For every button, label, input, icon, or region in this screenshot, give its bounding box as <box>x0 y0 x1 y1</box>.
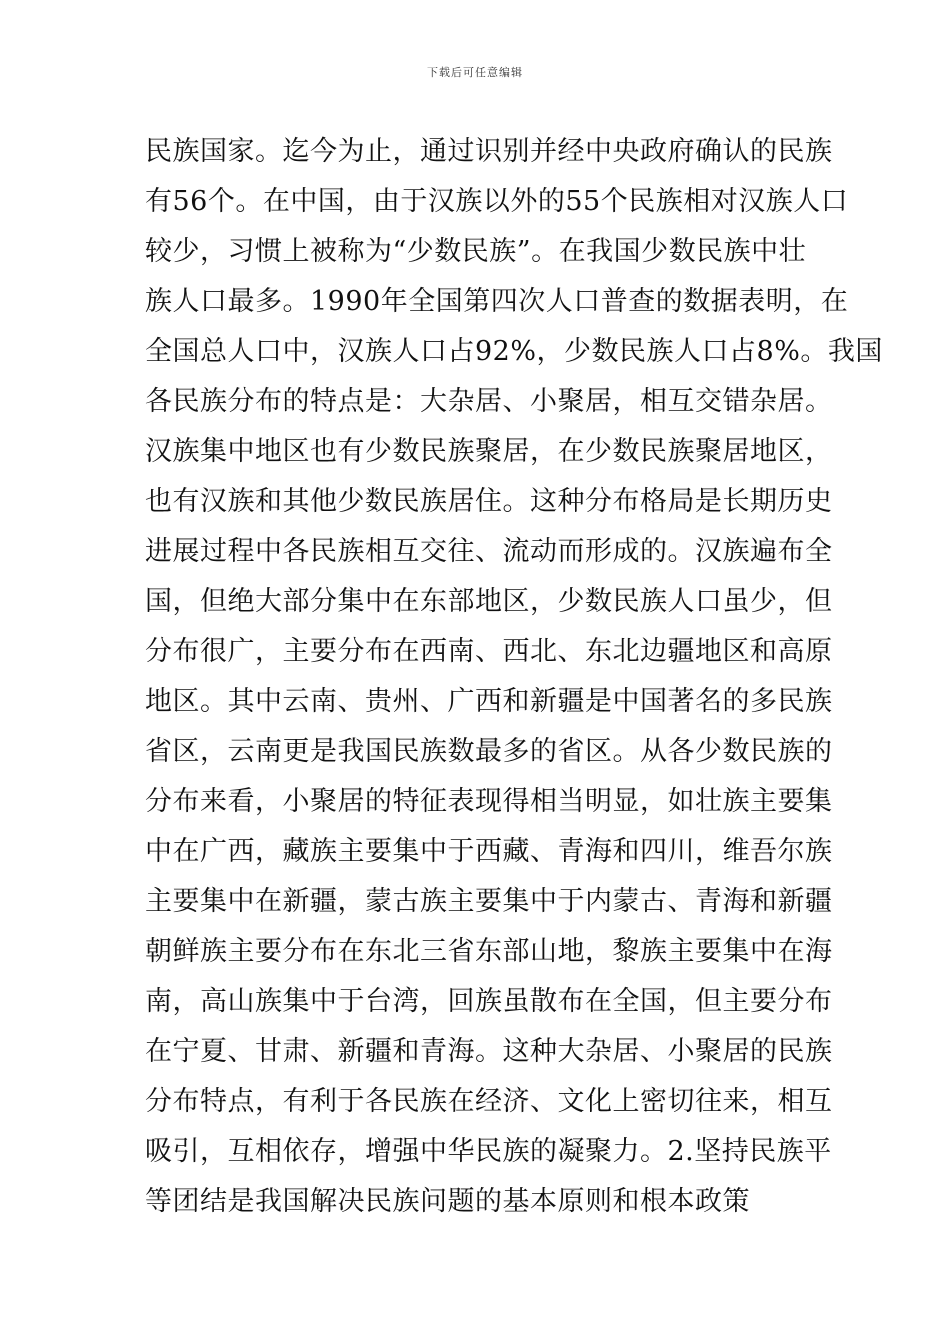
text-line: 等团结是我国解决民族问题的基本原则和根本政策 <box>145 1186 750 1217</box>
text-line: 分布来看，小聚居的特征表现得相当明显，如壮族主要集 <box>145 786 833 817</box>
text-line: 地区。其中云南、贵州、广西和新疆是中国著名的多民族 <box>145 686 833 717</box>
text-line: 在宁夏、甘肃、新疆和青海。这种大杂居、小聚居的民族 <box>145 1036 833 1067</box>
text-line: 中在广西，藏族主要集中于西藏、青海和四川，维吾尔族 <box>145 836 833 867</box>
text-line: 有56个。在中国，由于汉族以外的55个民族相对汉族人口 <box>145 186 849 217</box>
text-line: 主要集中在新疆，蒙古族主要集中于内蒙古、青海和新疆 <box>145 886 833 917</box>
text-line: 省区，云南更是我国民族数最多的省区。从各少数民族的 <box>145 736 833 767</box>
page-header: 下载后可任意编辑 <box>427 66 523 79</box>
text-line: 也有汉族和其他少数民族居住。这种分布格局是长期历史 <box>145 486 833 517</box>
text-line: 南，高山族集中于台湾，回族虽散布在全国，但主要分布 <box>145 986 833 1017</box>
text-line: 族人口最多。1990年全国第四次人口普查的数据表明，在 <box>145 286 849 317</box>
text-line: 朝鲜族主要分布在东北三省东部山地，黎族主要集中在海 <box>145 936 833 967</box>
body-text <box>145 130 883 1230</box>
text-line: 分布特点，有利于各民族在经济、文化上密切往来，相互 <box>145 1086 833 1117</box>
text-line: 进展过程中各民族相互交往、流动而形成的。汉族遍布全 <box>145 536 833 567</box>
text-line: 各民族分布的特点是：大杂居、小聚居，相互交错杂居。 <box>145 386 833 417</box>
text-line: 较少，习惯上被称为“少数民族”。在我国少数民族中壮 <box>145 236 807 267</box>
text-line: 汉族集中地区也有少数民族聚居，在少数民族聚居地区， <box>145 436 833 467</box>
text-line: 吸引，互相依存，增强中华民族的凝聚力。2.坚持民族平 <box>145 1136 832 1167</box>
text-line: 全国总人口中，汉族人口占92%，少数民族人口占8%。我国 <box>145 336 883 367</box>
text-line: 分布很广，主要分布在西南、西北、东北边疆地区和高原 <box>145 636 833 667</box>
text-line: 国，但绝大部分集中在东部地区，少数民族人口虽少，但 <box>145 586 833 617</box>
text-line: 民族国家。迄今为止，通过识别并经中央政府确认的民族 <box>145 136 833 167</box>
